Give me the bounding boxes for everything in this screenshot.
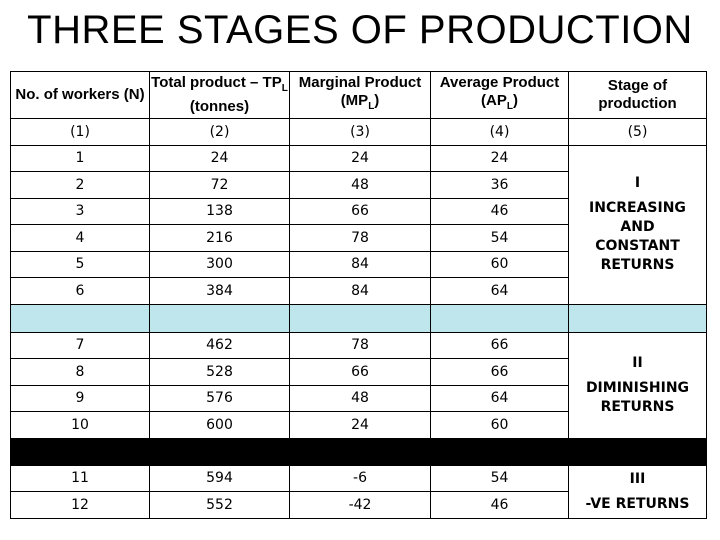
total-product-cell: 72 (150, 172, 290, 199)
total-product-cell: 594 (150, 465, 290, 492)
stage-label: INCREASING AND CONSTANT RETURNS (589, 200, 686, 273)
total-product-cell: 576 (150, 385, 290, 412)
marginal-product-cell: 78 (290, 225, 431, 252)
average-product-cell: 36 (431, 172, 569, 199)
total-product-cell: 600 (150, 412, 290, 439)
average-product-cell: 64 (431, 385, 569, 412)
workers-cell: 1 (11, 145, 150, 172)
total-product-cell: 300 (150, 251, 290, 278)
average-product-cell: 54 (431, 225, 569, 252)
separator-cell (431, 304, 569, 332)
header-marginal-product: Marginal Product $(MP_L)$ (290, 72, 431, 119)
total-product-cell: 384 (150, 278, 290, 305)
workers-cell: 6 (11, 278, 150, 305)
separator-cell (290, 438, 431, 465)
table-row (11, 332, 707, 359)
header-stage: Stage of production (569, 72, 707, 119)
index-cell: (3) (290, 119, 431, 146)
header-row (11, 72, 707, 119)
separator-row-black (11, 438, 707, 465)
marginal-product-cell: -42 (290, 492, 431, 519)
production-table (10, 71, 707, 519)
workers-cell: 3 (11, 198, 150, 225)
stage-cell (569, 332, 707, 438)
average-product-cell: 60 (431, 251, 569, 278)
stage-numeral: III (629, 470, 646, 487)
workers-cell: 10 (11, 412, 150, 439)
separator-cell (569, 304, 707, 332)
average-product-cell: 66 (431, 332, 569, 359)
marginal-product-cell: 48 (290, 385, 431, 412)
total-product-cell: 528 (150, 359, 290, 386)
average-product-cell: 66 (431, 359, 569, 386)
total-product-cell: 552 (150, 492, 290, 519)
stage-numeral: I (634, 175, 641, 191)
index-cell: (5) (569, 119, 707, 146)
workers-cell: 2 (11, 172, 150, 199)
total-product-cell: 462 (150, 332, 290, 359)
separator-cell (569, 438, 707, 465)
stage-cell (569, 465, 707, 518)
separator-cell (290, 304, 431, 332)
marginal-product-cell: 84 (290, 278, 431, 305)
stage-label: DIMINISHING RETURNS (585, 379, 690, 415)
stage-numeral: II (632, 354, 643, 371)
average-product-cell: 60 (431, 412, 569, 439)
separator-cell (11, 438, 150, 465)
header-average-product: Average Product $(AP_L)$ (431, 72, 569, 119)
separator-cell (431, 438, 569, 465)
table-row (11, 145, 707, 172)
total-product-cell: 24 (150, 145, 290, 172)
workers-cell: 12 (11, 492, 150, 519)
stage-label: -VE RETURNS (585, 495, 690, 512)
total-product-cell: 138 (150, 198, 290, 225)
separator-row-blue (11, 304, 707, 332)
workers-cell: 11 (11, 465, 150, 492)
index-cell: (2) (150, 119, 290, 146)
average-product-cell: 46 (431, 198, 569, 225)
index-cell: (1) (11, 119, 150, 146)
separator-cell (150, 304, 290, 332)
workers-cell: 5 (11, 251, 150, 278)
workers-cell: 7 (11, 332, 150, 359)
separator-cell (11, 304, 150, 332)
marginal-product-cell: 66 (290, 198, 431, 225)
page-title: THREE STAGES OF PRODUCTION (27, 8, 693, 52)
total-product-cell: 216 (150, 225, 290, 252)
marginal-product-cell: 66 (290, 359, 431, 386)
separator-cell (150, 438, 290, 465)
marginal-product-cell: 48 (290, 172, 431, 199)
workers-cell: 8 (11, 359, 150, 386)
header-total-product: Total product – $TP_L$ (tonnes) (150, 72, 290, 119)
average-product-cell: 64 (431, 278, 569, 305)
marginal-product-cell: 24 (290, 412, 431, 439)
average-product-cell: 54 (431, 465, 569, 492)
index-row (11, 119, 707, 146)
marginal-product-cell: 24 (290, 145, 431, 172)
workers-cell: 4 (11, 225, 150, 252)
average-product-cell: 24 (431, 145, 569, 172)
average-product-cell: 46 (431, 492, 569, 519)
stage-cell (569, 145, 707, 304)
marginal-product-cell: -6 (290, 465, 431, 492)
header-workers: No. of workers (N) (11, 72, 150, 119)
workers-cell: 9 (11, 385, 150, 412)
marginal-product-cell: 84 (290, 251, 431, 278)
marginal-product-cell: 78 (290, 332, 431, 359)
table-row (11, 465, 707, 492)
index-cell: (4) (431, 119, 569, 146)
